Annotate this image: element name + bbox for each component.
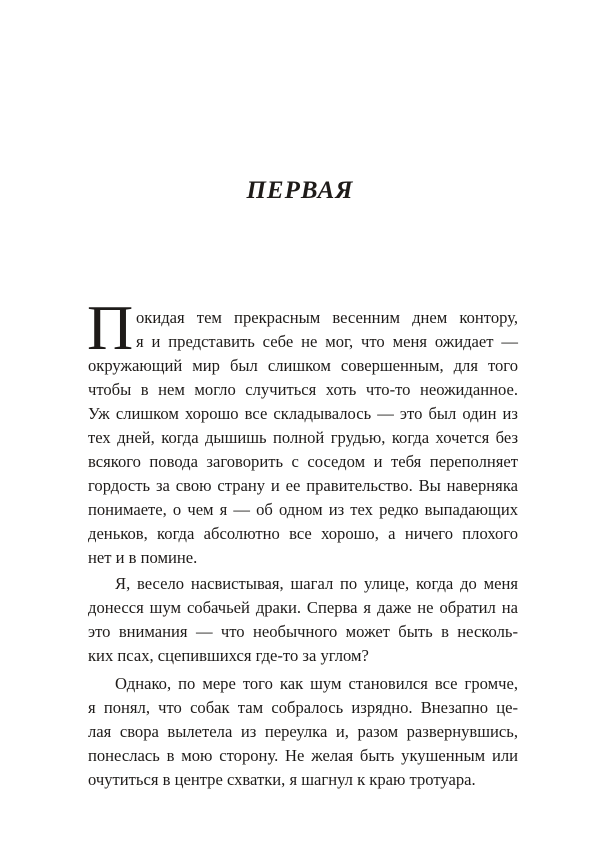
text-line: донесся шум собачьей драки. Сперва я даже не обратил на: [88, 598, 518, 617]
text-line: это внимания — что необычного может быть в несколь-: [88, 622, 518, 641]
text-line: понимаете, о чем я — об одном из тех редко выпадающих: [88, 500, 518, 519]
text-line: лая свора вылетела из переулка и, разом развернувшись,: [88, 722, 518, 741]
text-line: чтобы в нем могло случиться хоть что-то неожиданное.: [88, 380, 518, 399]
text-line: я и представить себе не мог, что меня ожидает —: [136, 332, 518, 351]
text-line: окидая тем прекрасным весенним днем контору,: [136, 308, 518, 327]
drop-cap: П: [87, 292, 134, 363]
text-line: всякого повода заговорить с соседом и тебя переполняет: [88, 452, 518, 471]
text-line: тех дней, когда дышишь полной грудью, когда хочется без: [88, 428, 518, 447]
chapter-title: ПЕРВАЯ: [246, 177, 354, 204]
text-line: Уж слишком хорошо все складывалось — это был один из: [88, 404, 518, 423]
text-line: очутиться в центре схватки, я шагнул к краю тротуара.: [88, 770, 476, 789]
text-line: окружающий мир был слишком совершенным, для того: [88, 356, 518, 375]
text-line: понеслась в мою сторону. Не желая быть укушенным или: [88, 746, 518, 765]
text-line: нет и в помине.: [88, 548, 198, 567]
text-line: ких псах, сцепившихся где-то за углом?: [88, 646, 369, 665]
text-line: я понял, что собак там собралось изрядно. Внезапно це-: [88, 698, 518, 717]
text-line: Я, весело насвистывая, шагал по улице, когда до меня: [115, 574, 518, 593]
text-line: гордость за свою страну и ее правительство. Вы наверняка: [88, 476, 518, 495]
text-line: Однако, по мере того как шум становился все громче,: [115, 674, 518, 693]
text-line: деньков, когда абсолютно все хорошо, а ничего плохого: [88, 524, 518, 543]
